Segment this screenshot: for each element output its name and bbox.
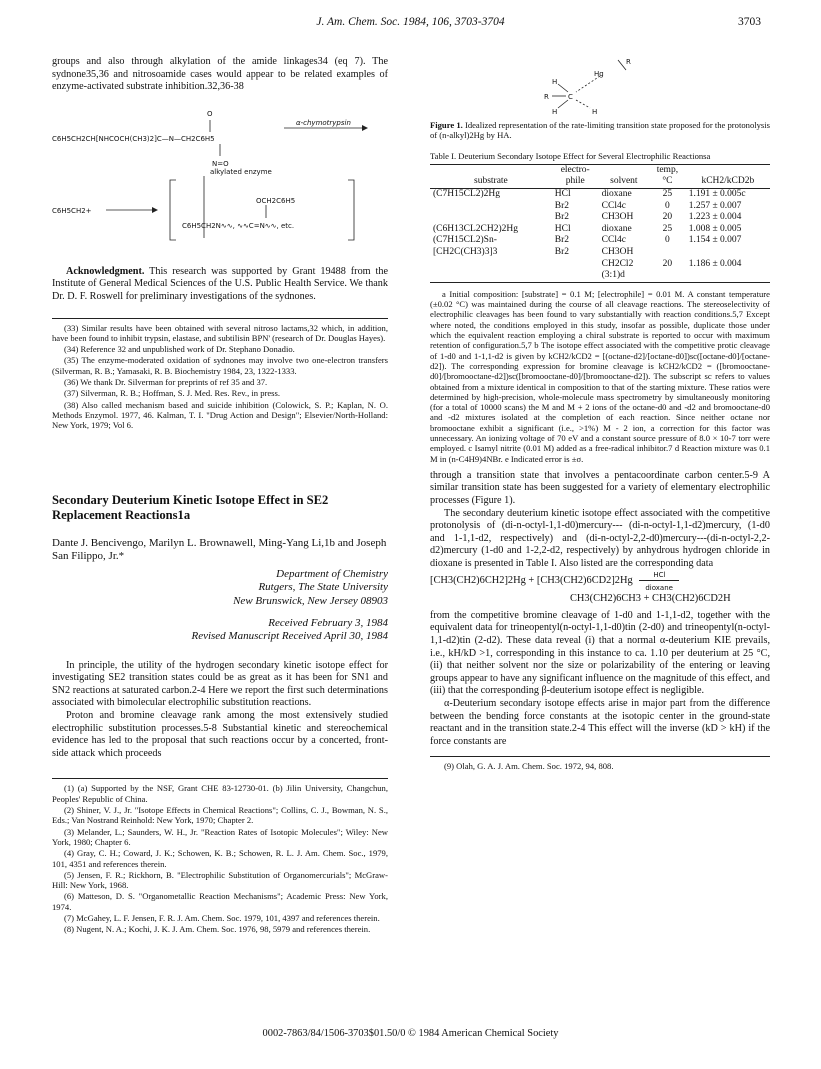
- acknowledgment: [52, 266, 388, 304]
- fig-r-left: R: [544, 93, 549, 101]
- equation-reactants: [CH3(CH2)6CH2]2Hg + [CH3(CH2)6CD2]2Hg: [430, 574, 633, 586]
- ref-34: (34) Reference 32 and unpublished work of Dr. Stephano Donadio.: [64, 344, 295, 355]
- ref-38: (38) Also called mechanism based and suicide inhibition (Colowick, S. P.; Kaplan, N. O. Methods Enzymol. 1977, 46. Kalman, T. I. "Drug Action and Design"; Elsevier/North-Holland: New York, 1979; Vol 6.: [52, 399, 388, 431]
- table-cell: [430, 212, 552, 224]
- fig-h3: H: [592, 108, 598, 116]
- right-paragraph-2: The secondary deuterium kinetic isotope effect associated with the competitive protonolysis of (di-n-octyl-1,1-d0)mercury--- (di-n-octyl-1,1-d2)mercury, (1-d0 and 1-1,1-d2, respectively) and (di-n-octyl-2,2-d0)mercury---(di-n-octyl-2,2-d2)mercury (1-d0 and 1-2,2-d2, respectively) by anhydrous hydrogen chloride in dioxane is presented in Table I. Also listed are the corresponding data: [430, 507, 770, 570]
- right-paragraph-3: from the competitive bromine cleavage of 1-d0 and 1-1,1-d2, together with the equivalent data for trineopentyl(n-octyl-1,1-d0)tin (2-d0) and trineopentyl(n-octyl-1,1-d2)tin (2-d2). These data reveal (i) that a normal α-deuterium KIE prevails, i.e., kH/kD >1, corresponding in this instance to ca. 1.10 per deuterium at 25 °C, (ii) that neither solvent nor the size or polarizability of the entering or leaving groups appear to have any significant influence on the magnitude of this effect, and (iii) that the corresponding β-deuterium isotope effect is negligible.: [430, 609, 770, 697]
- body-paragraph-1: In principle, the utility of the hydrogen secondary kinetic isotope effect for investigating SE2 transition states could be as great as it has been for SN1 and SN2 reactions at saturated carbon.2-4 Here we report the first such determinations associated with bimolecular electrophilic substitution reactions.: [52, 659, 388, 709]
- table-cell: CCl4c: [601, 200, 626, 211]
- table-cell: [552, 259, 599, 271]
- table-cell: [552, 270, 599, 282]
- th1-3: temp,: [649, 164, 686, 176]
- revised-date: Revised Manuscript Received April 30, 1984: [191, 630, 388, 643]
- table-cell: CH2Cl2: [601, 258, 634, 269]
- article-title: Secondary Deuterium Kinetic Isotope Effect in SE2 Replacement Reactions1a: [52, 492, 329, 522]
- bracket-left: [170, 180, 176, 240]
- ref-3: (3) Melander, L.; Saunders, W. H., Jr. "Reaction Rates of Isotopic Molecules"; Wiley: New York, 1980; Chapter 6.: [52, 826, 388, 847]
- table-cell: 1.186 ± 0.004: [688, 258, 742, 269]
- table-cell: (3:1)d: [599, 270, 649, 282]
- fig-hg: Hg: [594, 70, 604, 78]
- figure-1: [430, 56, 770, 116]
- reaction-arrow-1-head: [362, 125, 368, 131]
- figure-caption-lead: Figure 1.: [430, 120, 463, 130]
- ref-36: (36) We thank Dr. Silverman for preprints of ref 35 and 37.: [64, 377, 268, 388]
- th1-2: [599, 164, 649, 176]
- right-paragraph-4: α-Deuterium secondary isotope effects arise in major part from the difference between the bending force constants at the isotopic center in the ground-state reactant and in the transition state.2-4 This effect will the inverse (kD > kH) if the force constants are: [430, 697, 770, 747]
- table-row: [430, 212, 770, 224]
- intro-paragraph: groups and also through alkylation of the amide linkages34 (eq 7). The sydnone35,36 and nitrosoamide cases would appear to be related examples of enzyme-activated substrate inhibition.32,36-38: [52, 56, 388, 93]
- reactant-formula: C6H5CH2CH[NHCOCH(CH3)2]C—N—CH2C6H5: [52, 134, 215, 143]
- table-cell: CCl4c: [601, 235, 626, 246]
- affiliation-city: New Brunswick, New Jersey 08903: [233, 594, 388, 607]
- ack-lead: Acknowledgment.: [66, 265, 145, 277]
- references-a: [52, 318, 388, 431]
- affiliation: [52, 568, 388, 609]
- table-cell: [686, 247, 770, 259]
- table-footnotes: a Initial composition: [substrate] = 0.1 M; [electrophile] = 0.01 M. A constant temperature (±0.02 °C) was maintained during the course of all cleavage reactions. The stereoselectivity of electrophilic cleavages has been found to vary substantially with reaction conditions.5,7 Except where noted, the conditions employed in this study, insofar as possible, duplicate those under which the equivalent reaction employing a chiral substrate is reported to occur with maximum retention of configuration.5,7 b The isotope effect associated with the competitive protic cleavage of 1-d0 and 1-1,1-d2 is given by kCH2/kCD2 = [(octane-d2]/[octane-d0])sc([octane-d0]/[octane-d2]). The corresponding expression for bromine cleavage is kCH2/kCD2 = ([bromooctane-d0]/[bromooctane-d2])sc([bromooctane-d0]/[bromooctane-d2]). The subscript sc refers to values obtained from a mixture identical in composition to that of the starting mixture. These ratios were determined by high-precision, whole-molecule mass spectrometry by simultaneously monitoring (for a total of 10000 scans) the M and M + 2 ions of the octane-d0 and -d2 and bromooctane-d0 and -d2 mixtures isolated at the completion of each reaction. Since neither octane nor bromooctane exhibit a significant (i.e., >1%) M - 2 ion, a correction for this factor was unnecessary. An ionizing voltage of 70 eV and a constant source pressure of 8.0 × 10-7 torr were employed. c Isamyl nitrite (0.01 M) added as a free-radical inhibitor.7 d Reaction mixture was 0.1 M in (n-C4H9)4NBr. e Indicated error is ±σ.: [430, 288, 770, 464]
- table-cell: HCl: [554, 189, 571, 200]
- equation-products: CH3(CH2)6CH3 + CH3(CH2)6CD2H: [570, 593, 731, 605]
- left-column: [52, 56, 388, 936]
- table-cell: [649, 270, 686, 282]
- ref-8: (8) Nugent, N. A.; Kochi, J. K. J. Am. Chem. Soc. 1976, 98, 5979 and references therein.: [64, 924, 371, 935]
- table-row: [430, 259, 770, 271]
- table-cell: Br2: [554, 235, 570, 246]
- table-cell: Br2: [554, 200, 570, 211]
- page-number: 3703: [738, 16, 761, 28]
- table-cell: [430, 270, 552, 282]
- table-cell: [649, 247, 686, 259]
- fig-r-top: R: [626, 58, 631, 66]
- th1-4: [686, 164, 770, 176]
- th2-2: solvent: [599, 176, 649, 188]
- cleavage-equation: [430, 570, 770, 606]
- page-footer: 0002-7863/84/1506-3703$01.50/0 © 1984 American Chemical Society: [262, 1028, 559, 1039]
- bracket-right: [348, 180, 354, 240]
- ref-1: (1) (a) Supported by the NSF, Grant CHE 83-12730-01. (b) Jilin University, Changchun, Peoples' Republic of China.: [52, 783, 388, 804]
- table-cell: HCl: [554, 223, 571, 234]
- table-cell: dioxane: [601, 223, 632, 234]
- table-cell: (C7H15CL2)2Hg: [433, 189, 501, 200]
- enzyme-label: α-chymotrypsin: [296, 118, 351, 127]
- reaction-arrow-2-head: [152, 207, 158, 213]
- ack-text: This research was supported by Grant 19488 from the Institute of General Medical Sciences of the U.S. Public Health Service. We thank Dr. D. F. Roswell for preliminary investigations of the sydnones.: [52, 265, 388, 302]
- benzyl-cation: C6H5CH2+: [52, 206, 92, 215]
- reaction-scheme: [52, 98, 388, 266]
- table-cell: 0: [665, 200, 670, 211]
- table-row: [430, 201, 770, 213]
- figure-caption: [430, 120, 770, 141]
- th2-3: °C: [649, 176, 686, 188]
- table-row: [430, 224, 770, 236]
- c-h-bond-down: [558, 100, 568, 108]
- ref-33: (33) Similar results have been obtained with several nitroso lactams,32 which, in addition, have been found to inhibit trypsin, elastase, and subtilisin BPN' (research of Dr. Douglas Hayes).: [52, 322, 388, 343]
- table-row: [430, 247, 770, 259]
- equation-arrow: [639, 570, 685, 592]
- table-row: [430, 270, 770, 282]
- table-cell: (C7H15CL2)Sn-: [433, 235, 497, 246]
- references-b: [52, 778, 388, 934]
- hg-r-bond: [618, 60, 626, 70]
- table-cell: [430, 259, 552, 271]
- c-h-bond-up: [558, 84, 568, 92]
- table-row: [430, 189, 770, 201]
- figure-caption-text: Idealized representation of the rate-limiting transition state proposed for the protonolysis of (n-alkyl)2Hg by HA.: [430, 120, 771, 141]
- ref-37: (37) Silverman, R. B.; Hoffman, S. J. Med. Res. Rev., in press.: [64, 388, 281, 399]
- th1-0: [430, 164, 552, 176]
- c-h-dashed: [576, 100, 590, 108]
- table-cell: [430, 201, 552, 213]
- reference-9: [430, 756, 770, 771]
- table-cell: CH3OH: [601, 212, 634, 223]
- table-cell: 1.154 ± 0.007: [688, 235, 742, 246]
- product-top: OCH2C6H5: [256, 196, 296, 205]
- table-cell: 1.191 ± 0.005c: [688, 189, 746, 200]
- table-cell: 1.223 ± 0.004: [688, 212, 742, 223]
- received-date: Received February 3, 1984: [268, 616, 388, 629]
- fig-h1: H: [552, 78, 558, 86]
- table-cell: 1.008 ± 0.005: [688, 223, 742, 234]
- dates: [52, 617, 388, 644]
- table-cell: 0: [665, 235, 670, 246]
- th2-0: substrate: [430, 176, 552, 188]
- affiliation-univ: Rutgers, The State University: [258, 581, 388, 594]
- table-title: Table I. Deuterium Secondary Isotope Effect for Several Electrophilic Reactionsa: [430, 150, 711, 161]
- table-cell: [CH2C(CH3)3]3: [433, 247, 498, 258]
- table-cell: (C6H13CL2CH2)2Hg: [433, 223, 518, 234]
- alkylated-enzyme-label: alkylated enzyme: [210, 167, 272, 176]
- ref-7: (7) McGahey, L. F. Jensen, F. R. J. Am. Chem. Soc. 1979, 101, 4397 and references therein.: [64, 913, 380, 923]
- right-paragraph-1: through a transition state that involves a pentacoordinate carbon center.5-9 A similar transition state has been suggested for a variety of elementary electrophilic processes (Figure 1).: [430, 469, 770, 507]
- table-cell: Br2: [554, 247, 570, 258]
- running-head: J. Am. Chem. Soc. 1984, 106, 3703-3704: [316, 16, 505, 28]
- equation-arrow-over: HCl: [653, 570, 666, 579]
- ref-2: (2) Shiner, V. J., Jr. "Isotope Effects in Chemical Reactions"; Collins, C. J., Bowman, N. S., Eds.; Van Nostrand Reinhold: New York, 1970; Chapter 2.: [52, 805, 388, 826]
- table-cell: Br2: [554, 212, 570, 223]
- ref-9: (9) Olah, G. A. J. Am. Chem. Soc. 1972, 94, 808.: [444, 761, 614, 772]
- product-bottom: C6H5CH2N∿∿, ∿∿C=N∿∿, etc.: [182, 221, 295, 230]
- th2-1: phile: [552, 176, 599, 188]
- affiliation-dept: Department of Chemistry: [276, 567, 388, 580]
- carbonyl-o: O: [207, 109, 213, 118]
- table-cell: 20: [662, 258, 673, 269]
- equation-line-1: [430, 570, 770, 592]
- page-header: [60, 16, 761, 32]
- table-cell: dioxane: [601, 189, 632, 200]
- equation-arrow-under: dioxane: [645, 583, 673, 592]
- right-column: [430, 56, 770, 772]
- table-cell: 1.257 ± 0.007: [688, 200, 742, 211]
- article-authors: Dante J. Bencivengo, Marilyn L. Brownawell, Ming-Yang Li,1b and Joseph San Filippo, Jr.*: [52, 536, 387, 563]
- table-row: [430, 235, 770, 247]
- table-cell: 25: [662, 223, 673, 234]
- fig-h2: H: [552, 108, 558, 116]
- table-cell: CH3OH: [601, 247, 634, 258]
- th1-1: electro-: [552, 164, 599, 176]
- nitroso-group: N=O: [212, 159, 229, 168]
- transition-state-drawing: [430, 56, 770, 116]
- table-cell: [686, 270, 770, 282]
- isotope-table: [430, 164, 770, 283]
- table-cell: 20: [662, 212, 673, 223]
- ref-35: (35) The enzyme-moderated oxidation of sydnones may involve two one-electron transfers (Silverman, R. B.; Yamasaki, R. B. Biochemistry 1984, 23, 1322-1333.: [52, 355, 388, 376]
- th2-4: kCH2/kCD2b: [686, 176, 770, 188]
- table-cell: 25: [662, 189, 673, 200]
- body-paragraph-2: Proton and bromine cleavage rank among the most extensively studied electrophilic substitution processes.5-8 Substantial kinetic and stereochemical evidence has led to the proposal that such reactions occur by a concerted, front-side attack which proceeds: [52, 710, 388, 759]
- ref-4: (4) Gray, C. H.; Coward, J. K.; Schowen, K. B.; Schowen, R. L. J. Am. Chem. Soc., 1979, 101, 4351 and references therein.: [52, 848, 388, 869]
- ref-6: (6) Matteson, D. S. "Organometallic Reaction Mechanisms"; Academic Press: New York, 1974.: [52, 891, 388, 912]
- ref-5: (5) Jensen, F. R.; Rickhorn, B. "Electrophilic Substitution of Organomercurials"; McGraw-Hill: New York, 1968.: [52, 869, 388, 891]
- fig-c: C: [568, 93, 573, 101]
